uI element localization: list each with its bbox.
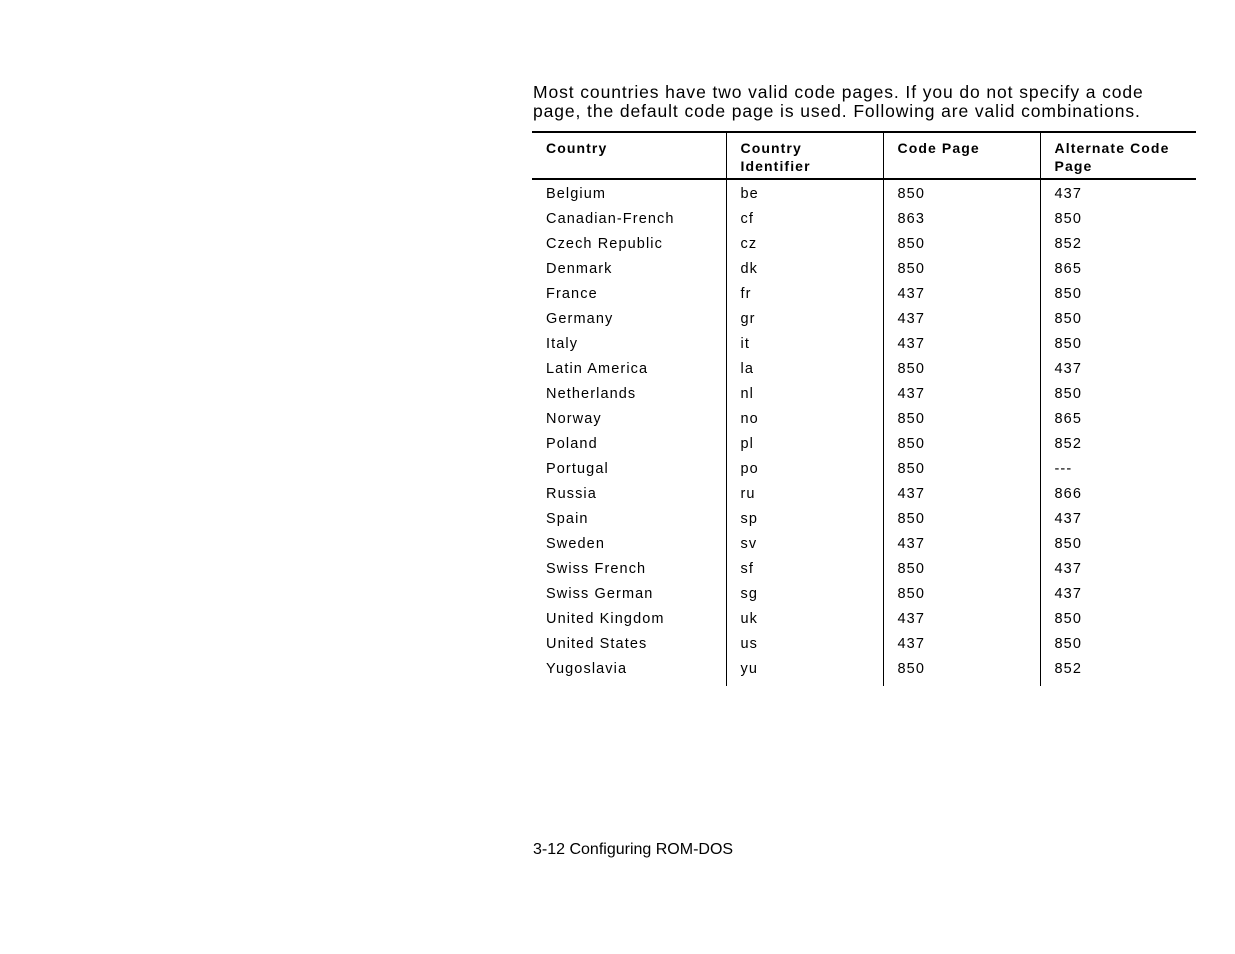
code-page-cell: 437 [883,607,1040,632]
identifier-cell: pl [726,432,883,457]
identifier-cell: yu [726,657,883,686]
header-country [532,132,726,179]
code-page-cell: 850 [883,357,1040,382]
code-page-cell: 437 [883,332,1040,357]
country-cell: Norway [546,411,602,427]
country-cell: Sweden [546,536,605,552]
identifier-cell: us [726,632,883,657]
code-page-cell: 437 [883,282,1040,307]
alternate-code-page-cell: 850 [1040,207,1196,232]
table-header [532,132,1196,179]
table-row [532,179,1196,207]
country-cell: Portugal [546,461,609,477]
identifier-cell: ru [726,482,883,507]
code-page-cell: 437 [883,382,1040,407]
table-row [532,282,1196,307]
country-cell: Spain [546,511,589,527]
alternate-code-page-cell: 437 [1040,179,1196,207]
table-row [532,632,1196,657]
code-page-cell: 863 [883,207,1040,232]
country-cell: United Kingdom [546,611,665,627]
alternate-code-page-cell: 437 [1040,582,1196,607]
header-alternate-code-page [1040,132,1196,179]
table-row [532,457,1196,482]
page-footer: 3-12 Configuring ROM-DOS [533,841,734,858]
country-cell: Czech Republic [546,236,663,252]
alternate-code-page-cell: 850 [1040,607,1196,632]
alternate-code-page-cell: 850 [1040,632,1196,657]
header-country-identifier-line2: Identifier [740,158,811,174]
table-row [532,407,1196,432]
header-code-page-line1: Code Page [897,140,980,156]
identifier-cell: no [726,407,883,432]
alternate-code-page-cell: 437 [1040,357,1196,382]
table-row [532,332,1196,357]
code-page-cell: 437 [883,482,1040,507]
table-body [532,179,1196,686]
alternate-code-page-cell: 850 [1040,532,1196,557]
country-cell: Denmark [546,261,613,277]
table-row [532,607,1196,632]
header-country-identifier-line1: Country [740,140,802,156]
table-row [532,557,1196,582]
alternate-code-page-cell: 850 [1040,332,1196,357]
alternate-code-page-cell: 852 [1040,432,1196,457]
identifier-cell: be [726,179,883,207]
code-page-cell: 437 [883,307,1040,332]
country-cell: Italy [546,336,579,352]
country-cell: Belgium [546,186,607,202]
identifier-cell: it [726,332,883,357]
header-row [532,132,1196,179]
identifier-cell: sv [726,532,883,557]
code-page-cell: 850 [883,507,1040,532]
identifier-cell: sf [726,557,883,582]
country-cell: Swiss German [546,586,654,602]
identifier-cell: la [726,357,883,382]
alternate-code-page-cell: 865 [1040,257,1196,282]
alternate-code-page-cell: 852 [1040,657,1196,686]
table-row [532,482,1196,507]
identifier-cell: cz [726,232,883,257]
identifier-cell: gr [726,307,883,332]
header-country-identifier [726,132,883,179]
table-row [532,357,1196,382]
code-page-cell: 850 [883,257,1040,282]
identifier-cell: nl [726,382,883,407]
code-page-cell: 850 [883,457,1040,482]
country-cell: France [546,286,598,302]
identifier-cell: po [726,457,883,482]
intro-paragraph [533,83,1213,120]
identifier-cell: uk [726,607,883,632]
identifier-cell: sg [726,582,883,607]
code-page-cell: 850 [883,582,1040,607]
country-cell: Netherlands [546,386,637,402]
table-row [532,657,1196,686]
table-row [532,257,1196,282]
identifier-cell: fr [726,282,883,307]
table-row [532,232,1196,257]
code-page-cell: 850 [883,557,1040,582]
code-page-cell: 437 [883,632,1040,657]
alternate-code-page-cell: 865 [1040,407,1196,432]
intro-line-2: page, the default code page is used. Following are valid combinations. [533,100,1141,121]
alternate-code-page-cell: 850 [1040,282,1196,307]
alternate-code-page-cell: 850 [1040,382,1196,407]
country-cell: Germany [546,311,614,327]
country-cell: Russia [546,486,597,502]
table-row [532,307,1196,332]
alternate-code-page-cell: 852 [1040,232,1196,257]
alternate-code-page-cell: 850 [1040,307,1196,332]
country-cell: Yugoslavia [546,661,628,677]
alternate-code-page-cell: 437 [1040,557,1196,582]
table-row [532,582,1196,607]
alternate-code-page-cell: --- [1040,457,1196,482]
header-code-page [883,132,1040,179]
code-page-cell: 850 [883,657,1040,686]
header-alternate-code-page-line1: Alternate Code [1054,140,1170,156]
table-row [532,507,1196,532]
identifier-cell: sp [726,507,883,532]
table-row [532,432,1196,457]
table-row [532,207,1196,232]
country-cell: Poland [546,436,598,452]
table-row [532,382,1196,407]
identifier-cell: cf [726,207,883,232]
identifier-cell: dk [726,257,883,282]
country-cell: United States [546,636,648,652]
code-page-cell: 850 [883,232,1040,257]
country-cell: Swiss French [546,561,647,577]
code-page-cell: 850 [883,432,1040,457]
header-country-line1: Country [546,140,608,156]
code-page-cell: 850 [883,179,1040,207]
code-page-cell: 437 [883,532,1040,557]
code-page-cell: 850 [883,407,1040,432]
header-alternate-code-page-line2: Page [1054,158,1093,174]
country-cell: Canadian-French [546,211,675,227]
table-row [532,532,1196,557]
alternate-code-page-cell: 866 [1040,482,1196,507]
intro-line-1: Most countries have two valid code pages. If you do not specify a code [533,82,1144,102]
code-page-table [532,131,1196,686]
country-cell: Latin America [546,361,649,377]
alternate-code-page-cell: 437 [1040,507,1196,532]
